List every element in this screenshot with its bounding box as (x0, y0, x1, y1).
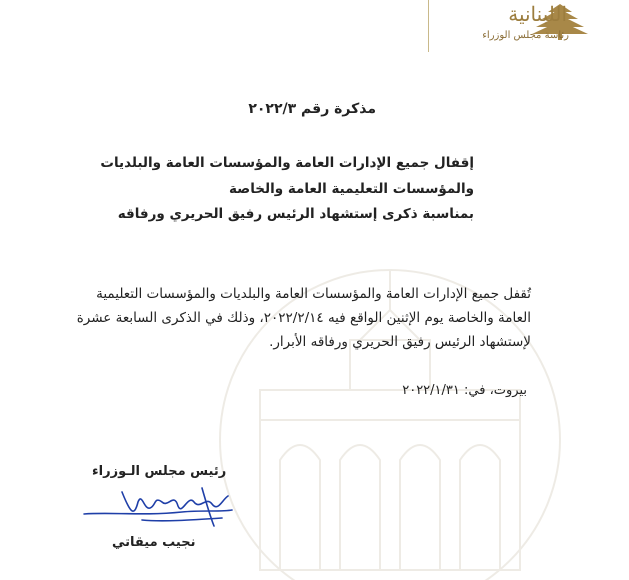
memo-body-line: لإستشهاد الرئيس رفيق الحريري ورفاقه الأبرار. (269, 334, 531, 350)
memo-body (76, 282, 531, 354)
handwritten-signature (82, 482, 252, 532)
signatory-title: رئيس مجلس الـوزراء (92, 464, 227, 479)
memo-title-line-2: والمؤسسات التعليمية العامة والخاصة (229, 181, 474, 197)
memo-body-line: تُقفل جميع الإدارات العامة والمؤسسات العامة والبلديات والمؤسسات التعليمية (96, 286, 531, 302)
memo-title-line-1: إقفال جميع الإدارات العامة والمؤسسات العامة والبلديات (100, 155, 474, 171)
memo-title-line-3: بمناسبة ذكرى إستشهاد الرئيس رفيق الحريري ورفاقه (117, 206, 474, 222)
memo-body-line: العامة والخاصة يوم الإثنين الواقع فيه ٢٠٢٢/٢/١٤، وذلك في الذكرى السابعة عشرة (76, 310, 531, 326)
header-logo-text: اللبنانية (508, 2, 567, 26)
memo-number: مذكرة رقم ٢٠٢٢/٣ (248, 101, 376, 117)
header-divider (428, 0, 429, 52)
signatory-name: نجيب ميقاتي (112, 535, 196, 550)
memo-date: بيروت، في: ٢٠٢٢/١/٣١ (402, 383, 527, 398)
header-subtitle: رئاسة مجلس الوزراء (482, 30, 569, 41)
